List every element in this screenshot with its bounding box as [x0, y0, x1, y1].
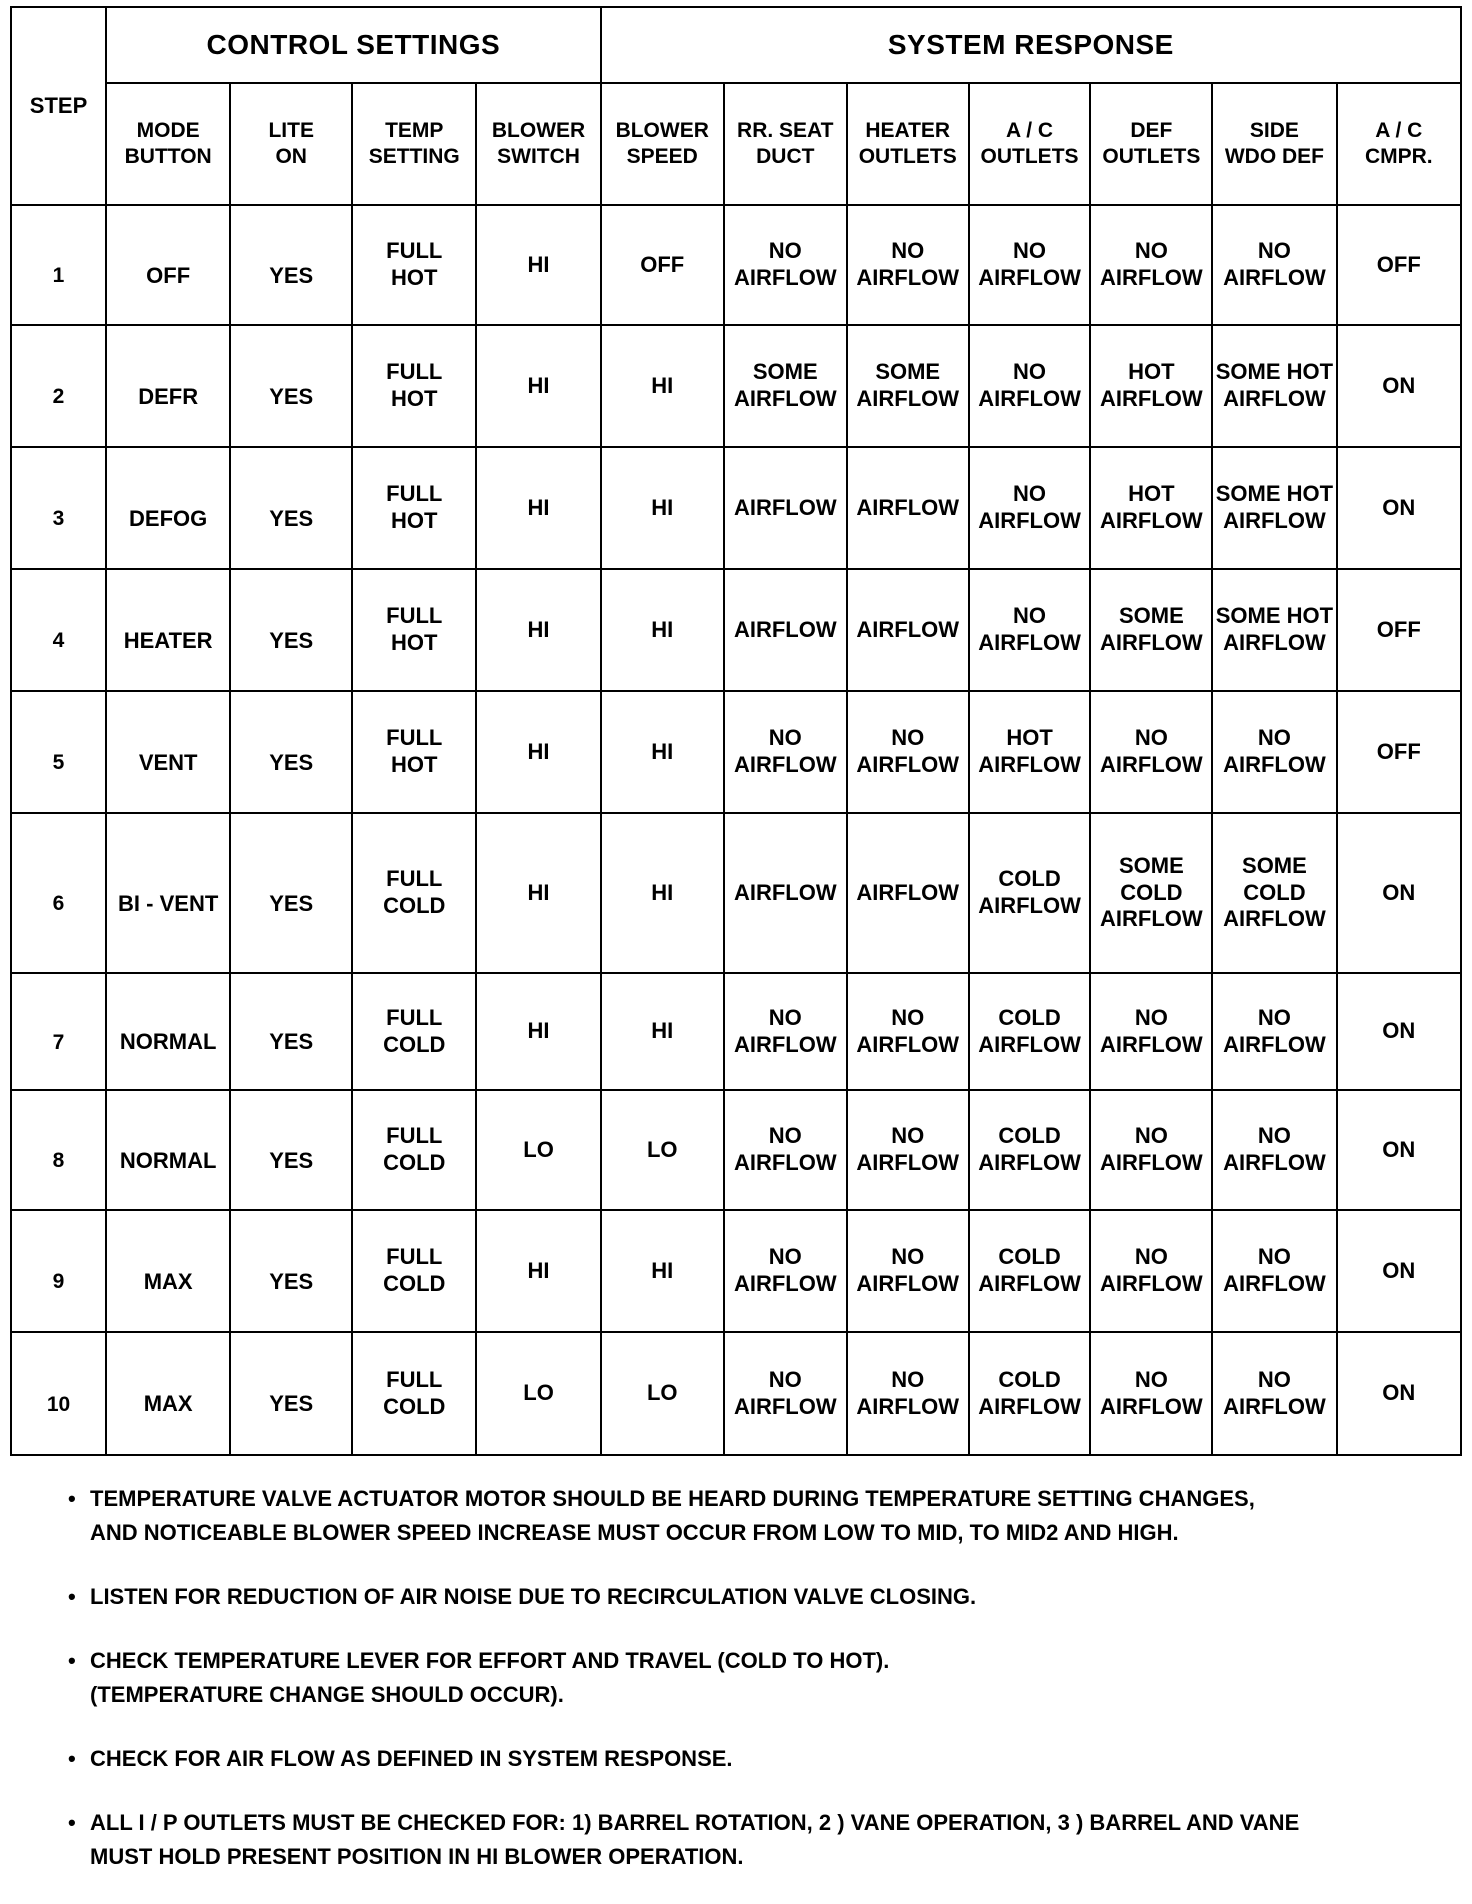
cell-text: YES	[269, 890, 314, 916]
step-number-cell	[11, 569, 106, 691]
cell-text: 10	[46, 1392, 71, 1416]
table-cell	[476, 1210, 600, 1332]
step-number-cell	[11, 447, 106, 569]
cell-text: LO	[523, 1136, 554, 1162]
column-header	[1212, 83, 1336, 205]
column-header	[724, 83, 847, 205]
table-cell	[230, 1090, 352, 1210]
cell-text: AIRFLOW	[733, 879, 837, 905]
table-cell	[969, 205, 1091, 325]
cell-text: AIRFLOW	[856, 494, 960, 520]
table-cell	[352, 1210, 476, 1332]
table-cell	[847, 1090, 969, 1210]
column-header-row	[11, 83, 1461, 205]
cell-text: SOME HOT AIRFLOW	[1215, 359, 1334, 411]
table-cell	[106, 1090, 230, 1210]
cell-text: FULL COLD	[383, 1244, 446, 1296]
table-row	[11, 447, 1461, 569]
table-cell	[230, 691, 352, 813]
step-number-cell	[11, 1090, 106, 1210]
cell-text: HI	[527, 616, 550, 642]
table-cell	[601, 325, 724, 447]
column-header	[476, 83, 600, 205]
cell-text: FULL COLD	[383, 1004, 446, 1057]
cell-text: YES	[269, 262, 314, 288]
cell-text: ON	[1382, 494, 1416, 520]
cell-text: HOT AIRFLOW	[978, 725, 1081, 777]
cell-text: FULL COLD	[383, 1366, 446, 1419]
table-cell	[1337, 569, 1461, 691]
cell-text: HEATER	[123, 627, 213, 653]
cell-text: HI	[651, 494, 674, 520]
cell-text: SOME HOT AIRFLOW	[1215, 603, 1334, 655]
table-cell	[476, 1090, 600, 1210]
table-cell	[230, 325, 352, 447]
cell-text: COLD AIRFLOW	[978, 866, 1081, 918]
table-cell	[1337, 205, 1461, 325]
table-cell	[969, 813, 1091, 973]
table-cell	[969, 973, 1091, 1090]
column-header-label: MODE BUTTON	[124, 119, 212, 168]
table-row	[11, 1090, 1461, 1210]
cell-text: FULL HOT	[386, 359, 443, 411]
table-cell	[230, 205, 352, 325]
cell-text: HI	[527, 251, 550, 277]
cell-text: FULL COLD	[383, 1123, 446, 1175]
table-cell	[352, 1332, 476, 1455]
table-cell	[724, 691, 847, 813]
cell-text: AIRFLOW	[733, 494, 837, 520]
column-header	[1090, 83, 1212, 205]
cell-text: NO AIRFLOW	[856, 1123, 960, 1175]
table-cell	[106, 325, 230, 447]
table-cell	[1212, 447, 1336, 569]
column-header-label: RR. SEAT DUCT	[737, 119, 834, 168]
cell-text: YES	[269, 505, 314, 531]
column-header	[1337, 83, 1461, 205]
cell-text: OFF	[146, 262, 191, 288]
table-cell	[106, 1332, 230, 1455]
table-cell	[847, 1210, 969, 1332]
table-cell	[1212, 205, 1336, 325]
table-cell	[847, 973, 969, 1090]
table-cell	[1090, 569, 1212, 691]
table-cell	[601, 569, 724, 691]
cell-text: NO AIRFLOW	[856, 1004, 960, 1057]
cell-text: YES	[269, 1391, 314, 1417]
column-header-label: HEATER OUTLETS	[858, 119, 957, 168]
cell-text: ON	[1382, 372, 1416, 398]
column-header-label: LITE ON	[268, 119, 314, 168]
cell-text: YES	[269, 627, 314, 653]
cell-text: NO AIRFLOW	[978, 603, 1081, 655]
table-cell	[106, 205, 230, 325]
cell-text: ON	[1382, 879, 1416, 905]
table-cell	[1337, 325, 1461, 447]
table-cell	[352, 325, 476, 447]
cell-text: NO AIRFLOW	[733, 1123, 837, 1175]
cell-text: 4	[52, 629, 65, 653]
column-header-label: DEF OUTLETS	[1102, 119, 1201, 168]
table-cell	[601, 973, 724, 1090]
cell-text: HI	[527, 1018, 550, 1044]
column-header	[230, 83, 352, 205]
table-cell	[476, 973, 600, 1090]
table-cell	[476, 447, 600, 569]
cell-text: NO AIRFLOW	[978, 481, 1081, 533]
cell-text: NO AIRFLOW	[1100, 1004, 1203, 1057]
note-item: • LISTEN FOR REDUCTION OF AIR NOISE DUE TO RECIRCULATION VALVE CLOSING.	[68, 1580, 1398, 1614]
table-cell	[1212, 813, 1336, 973]
table-cell	[106, 813, 230, 973]
table-cell	[1337, 447, 1461, 569]
cell-text: NO AIRFLOW	[978, 238, 1081, 290]
cell-text: FULL COLD	[383, 866, 446, 918]
cell-text: NO AIRFLOW	[733, 1366, 837, 1419]
cell-text: NO AIRFLOW	[1100, 1366, 1203, 1419]
cell-text: NO AIRFLOW	[1223, 1244, 1326, 1296]
column-header	[601, 83, 724, 205]
cell-text: NO AIRFLOW	[733, 1244, 837, 1296]
table-row	[11, 973, 1461, 1090]
column-header-label: SIDE WDO DEF	[1224, 119, 1324, 168]
cell-text: 3	[52, 507, 65, 531]
table-cell	[601, 813, 724, 973]
cell-text: YES	[269, 1268, 314, 1294]
table-cell	[724, 1090, 847, 1210]
document-page	[10, 6, 1462, 1904]
table-cell	[476, 691, 600, 813]
table-cell	[1337, 1090, 1461, 1210]
table-cell	[230, 1210, 352, 1332]
cell-text: LO	[646, 1136, 678, 1162]
control-settings-header: CONTROL SETTINGS	[106, 7, 601, 83]
cell-text: HI	[651, 372, 674, 398]
table-cell	[601, 1332, 724, 1455]
table-cell	[724, 569, 847, 691]
cell-text: 6	[52, 892, 65, 916]
table-cell	[1212, 325, 1336, 447]
cell-text: SOME COLD AIRFLOW	[1100, 852, 1203, 932]
cell-text: NO AIRFLOW	[1223, 1366, 1326, 1419]
cell-text: COLD AIRFLOW	[978, 1004, 1081, 1057]
cell-text: NO AIRFLOW	[733, 725, 837, 777]
cell-text: COLD AIRFLOW	[978, 1123, 1081, 1175]
table-cell	[969, 1332, 1091, 1455]
table-cell	[1337, 813, 1461, 973]
cell-text: OFF	[1376, 251, 1421, 277]
table-cell	[724, 813, 847, 973]
table-cell	[724, 325, 847, 447]
table-cell	[847, 205, 969, 325]
table-cell	[476, 205, 600, 325]
cell-text: NO AIRFLOW	[1100, 1244, 1203, 1296]
table-cell	[724, 1332, 847, 1455]
cell-text: YES	[269, 1147, 314, 1173]
cell-text: HI	[651, 879, 674, 905]
cell-text: HI	[651, 616, 674, 642]
step-number-cell	[11, 205, 106, 325]
table-cell	[230, 973, 352, 1090]
cell-text: HI	[527, 372, 550, 398]
table-cell	[352, 447, 476, 569]
table-cell	[230, 447, 352, 569]
cell-text: SOME HOT AIRFLOW	[1215, 481, 1334, 533]
table-cell	[724, 447, 847, 569]
cell-text: LO	[646, 1380, 678, 1406]
cell-text: NO AIRFLOW	[1223, 238, 1326, 290]
cell-text: MAX	[143, 1268, 193, 1294]
cell-text: NO AIRFLOW	[856, 725, 960, 777]
cell-text: BI - VENT	[118, 890, 219, 916]
column-header	[106, 83, 230, 205]
table-cell	[1337, 973, 1461, 1090]
table-cell	[352, 569, 476, 691]
step-number-cell	[11, 973, 106, 1090]
cell-text: COLD AIRFLOW	[978, 1244, 1081, 1296]
table-cell	[1090, 325, 1212, 447]
cell-text: HI	[527, 879, 550, 905]
cell-text: NO AIRFLOW	[978, 359, 1081, 411]
cell-text: HOT AIRFLOW	[1100, 481, 1203, 533]
cell-text: AIRFLOW	[856, 879, 960, 905]
cell-text: 9	[52, 1270, 65, 1294]
cell-text: NORMAL	[119, 1147, 217, 1173]
cell-text: NO AIRFLOW	[1223, 1004, 1326, 1057]
cell-text: FULL HOT	[386, 603, 443, 655]
table-cell	[1090, 447, 1212, 569]
table-cell	[1090, 1332, 1212, 1455]
cell-text: SOME AIRFLOW	[1100, 603, 1203, 655]
notes-list	[10, 1482, 1398, 1874]
note-item: • CHECK TEMPERATURE LEVER FOR EFFORT AND TRAVEL (COLD TO HOT). (TEMPERATURE CHANGE SHOULD OCCUR).	[68, 1644, 1398, 1712]
table-cell	[230, 813, 352, 973]
step-number-cell	[11, 691, 106, 813]
column-header-label: BLOWER SPEED	[615, 119, 709, 168]
table-cell	[230, 569, 352, 691]
table-cell	[601, 691, 724, 813]
step-number-cell	[11, 325, 106, 447]
table-cell	[106, 691, 230, 813]
cell-text: SOME COLD AIRFLOW	[1223, 852, 1326, 932]
cell-text: NO AIRFLOW	[733, 238, 837, 290]
table-cell	[1212, 1210, 1336, 1332]
cell-text: HI	[527, 1257, 550, 1283]
column-header	[847, 83, 969, 205]
cell-text: NO AIRFLOW	[856, 238, 960, 290]
note-item: • CHECK FOR AIR FLOW AS DEFINED IN SYSTEM RESPONSE.	[68, 1742, 1398, 1776]
table-cell	[476, 569, 600, 691]
table-cell	[969, 447, 1091, 569]
table-cell	[724, 973, 847, 1090]
cell-text: DEFR	[138, 383, 199, 409]
step-number-cell	[11, 1210, 106, 1332]
cell-text: YES	[269, 1029, 314, 1055]
table-cell	[106, 447, 230, 569]
table-cell	[1212, 691, 1336, 813]
cell-text: NO AIRFLOW	[856, 1366, 960, 1419]
hvac-test-table	[10, 6, 1462, 1456]
table-cell	[106, 973, 230, 1090]
column-header-label: A / C CMPR.	[1364, 119, 1433, 168]
table-cell	[847, 813, 969, 973]
table-cell	[601, 1210, 724, 1332]
table-cell	[1337, 691, 1461, 813]
table-cell	[847, 569, 969, 691]
cell-text: 1	[52, 264, 65, 288]
table-cell	[601, 205, 724, 325]
table-cell	[106, 1210, 230, 1332]
cell-text: HOT AIRFLOW	[1100, 359, 1203, 411]
table-cell	[724, 1210, 847, 1332]
cell-text: NO AIRFLOW	[733, 1004, 837, 1057]
table-cell	[724, 205, 847, 325]
cell-text: NO AIRFLOW	[1100, 238, 1203, 290]
table-cell	[969, 1090, 1091, 1210]
table-cell	[352, 813, 476, 973]
cell-text: COLD AIRFLOW	[978, 1366, 1081, 1419]
cell-text: OFF	[640, 251, 685, 277]
table-cell	[1090, 1090, 1212, 1210]
cell-text: YES	[269, 749, 314, 775]
step-header: STEP	[11, 7, 106, 205]
cell-text: ON	[1382, 1257, 1416, 1283]
cell-text: HI	[651, 1018, 674, 1044]
cell-text: LO	[523, 1380, 554, 1406]
cell-text: OFF	[1376, 616, 1421, 642]
table-cell	[106, 569, 230, 691]
table-cell	[352, 973, 476, 1090]
table-body	[11, 205, 1461, 1455]
table-cell	[352, 205, 476, 325]
table-row	[11, 1210, 1461, 1332]
table-cell	[476, 325, 600, 447]
cell-text: ON	[1382, 1018, 1416, 1044]
table-row	[11, 813, 1461, 973]
table-cell	[1090, 691, 1212, 813]
table-cell	[1212, 569, 1336, 691]
column-header	[352, 83, 476, 205]
cell-text: NO AIRFLOW	[1223, 725, 1326, 777]
table-row	[11, 325, 1461, 447]
cell-text: NO AIRFLOW	[1100, 725, 1203, 777]
cell-text: ON	[1382, 1136, 1416, 1162]
cell-text: FULL HOT	[386, 725, 443, 777]
cell-text: NO AIRFLOW	[1100, 1123, 1203, 1175]
table-cell	[847, 691, 969, 813]
cell-text: ON	[1382, 1380, 1416, 1406]
system-response-header: SYSTEM RESPONSE	[601, 7, 1461, 83]
cell-text: 8	[52, 1149, 65, 1173]
table-cell	[847, 1332, 969, 1455]
note-item: • TEMPERATURE VALVE ACTUATOR MOTOR SHOULD BE HEARD DURING TEMPERATURE SETTING CHANGES, AND NOTICEABLE BLOWER SPEED INCREASE MUST OCCUR FROM LOW TO MID, TO MID2 AND HIGH.	[68, 1482, 1398, 1550]
table-cell	[230, 1332, 352, 1455]
step-number-cell	[11, 813, 106, 973]
cell-text: 5	[52, 751, 65, 775]
step-number-cell	[11, 1332, 106, 1455]
note-item: • ALL I / P OUTLETS MUST BE CHECKED FOR: 1) BARREL ROTATION, 2 ) VANE OPERATION, 3 ) BARREL AND VANE MUST HOLD PRESENT POSITION IN HI BLOWER OPERATION.	[68, 1806, 1398, 1874]
table-row	[11, 205, 1461, 325]
table-row	[11, 691, 1461, 813]
table-cell	[1212, 973, 1336, 1090]
table-cell	[969, 569, 1091, 691]
table-cell	[847, 325, 969, 447]
table-cell	[1337, 1210, 1461, 1332]
cell-text: HI	[527, 738, 550, 764]
cell-text: OFF	[1376, 738, 1421, 764]
table-cell	[1090, 205, 1212, 325]
column-header-label: BLOWER SWITCH	[491, 119, 586, 168]
cell-text: HI	[651, 1257, 674, 1283]
table-cell	[1337, 1332, 1461, 1455]
column-header-label: TEMP SETTING	[368, 119, 460, 168]
cell-text: SOME AIRFLOW	[733, 359, 837, 411]
table-cell	[969, 325, 1091, 447]
table-cell	[1090, 973, 1212, 1090]
table-cell	[1090, 813, 1212, 973]
table-cell	[1212, 1332, 1336, 1455]
table-cell	[969, 691, 1091, 813]
column-header	[969, 83, 1091, 205]
cell-text: DEFOG	[129, 505, 208, 531]
table-cell	[601, 1090, 724, 1210]
table-cell	[1090, 1210, 1212, 1332]
cell-text: 2	[52, 385, 65, 409]
table-cell	[352, 1090, 476, 1210]
cell-text: NORMAL	[119, 1029, 217, 1055]
cell-text: HI	[651, 738, 674, 764]
cell-text: HI	[527, 494, 550, 520]
table-cell	[847, 447, 969, 569]
cell-text: 7	[52, 1030, 65, 1054]
table-cell	[476, 813, 600, 973]
cell-text: AIRFLOW	[733, 616, 837, 642]
cell-text: FULL HOT	[386, 238, 443, 290]
cell-text: AIRFLOW	[856, 616, 960, 642]
table-cell	[476, 1332, 600, 1455]
table-cell	[1212, 1090, 1336, 1210]
cell-text: SOME AIRFLOW	[856, 359, 960, 411]
table-cell	[601, 447, 724, 569]
table-row	[11, 1332, 1461, 1455]
table-row	[11, 569, 1461, 691]
table-cell	[969, 1210, 1091, 1332]
cell-text: VENT	[138, 749, 198, 775]
table-cell	[352, 691, 476, 813]
cell-text: FULL HOT	[386, 481, 443, 533]
cell-text: YES	[269, 383, 314, 409]
cell-text: MAX	[143, 1391, 193, 1417]
cell-text: NO AIRFLOW	[856, 1244, 960, 1296]
cell-text: NO AIRFLOW	[1223, 1123, 1326, 1175]
column-header-label: A / C OUTLETS	[980, 119, 1079, 168]
